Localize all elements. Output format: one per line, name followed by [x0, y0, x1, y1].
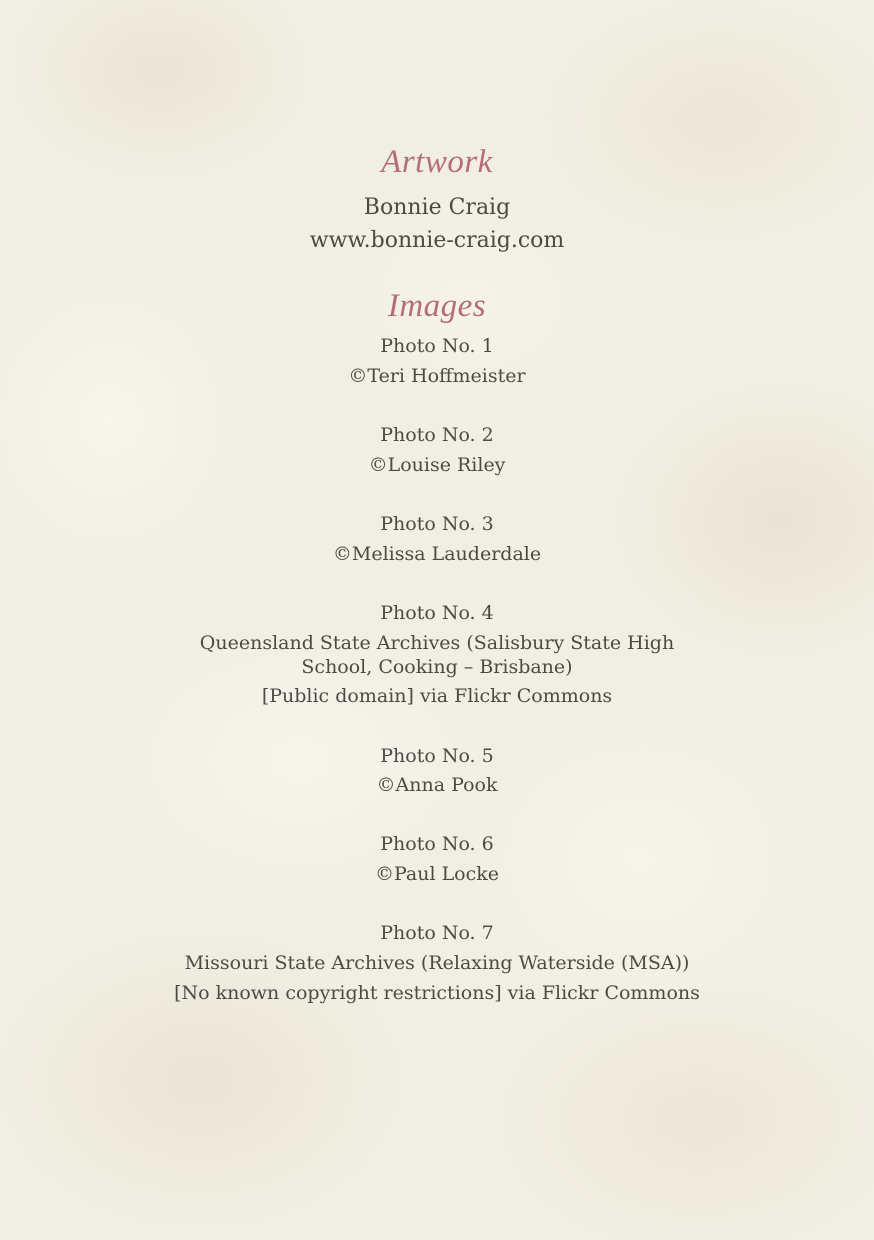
photo-6-label: Photo No. 6	[380, 833, 494, 855]
photo-5-credit: ©Anna Pook	[376, 774, 498, 796]
photo-5-label: Photo No. 5	[380, 745, 494, 767]
photo-6-credit: ©Paul Locke	[374, 863, 500, 885]
photo-3-credit: ©Melissa Lauderdale	[332, 543, 542, 565]
photo-2-credit: ©Louise Riley	[368, 454, 506, 476]
photo-4-label: Photo No. 4	[380, 602, 494, 624]
images-heading: Images	[387, 288, 487, 324]
photo-4-credit-line-1: Queensland State Archives (Salisbury State High	[199, 632, 675, 654]
photo-1-label: Photo No. 1	[380, 335, 494, 357]
artwork-website: www.bonnie-craig.com	[309, 228, 565, 253]
photo-4-license: [Public domain] via Flickr Commons	[261, 685, 613, 707]
photo-7-label: Photo No. 7	[380, 922, 494, 944]
photo-7-credit: Missouri State Archives (Relaxing Waterside (MSA))	[184, 952, 690, 974]
photo-2-label: Photo No. 2	[380, 424, 494, 446]
photo-7-license: [No known copyright restrictions] via Flickr Commons	[174, 982, 700, 1004]
artwork-artist-name: Bonnie Craig	[363, 195, 511, 220]
photo-3-label: Photo No. 3	[380, 513, 494, 535]
photo-4-credit-line-2: School, Cooking – Brisbane)	[301, 656, 573, 678]
artwork-heading: Artwork	[381, 144, 493, 180]
photo-1-credit: ©Teri Hoffmeister	[348, 365, 526, 387]
